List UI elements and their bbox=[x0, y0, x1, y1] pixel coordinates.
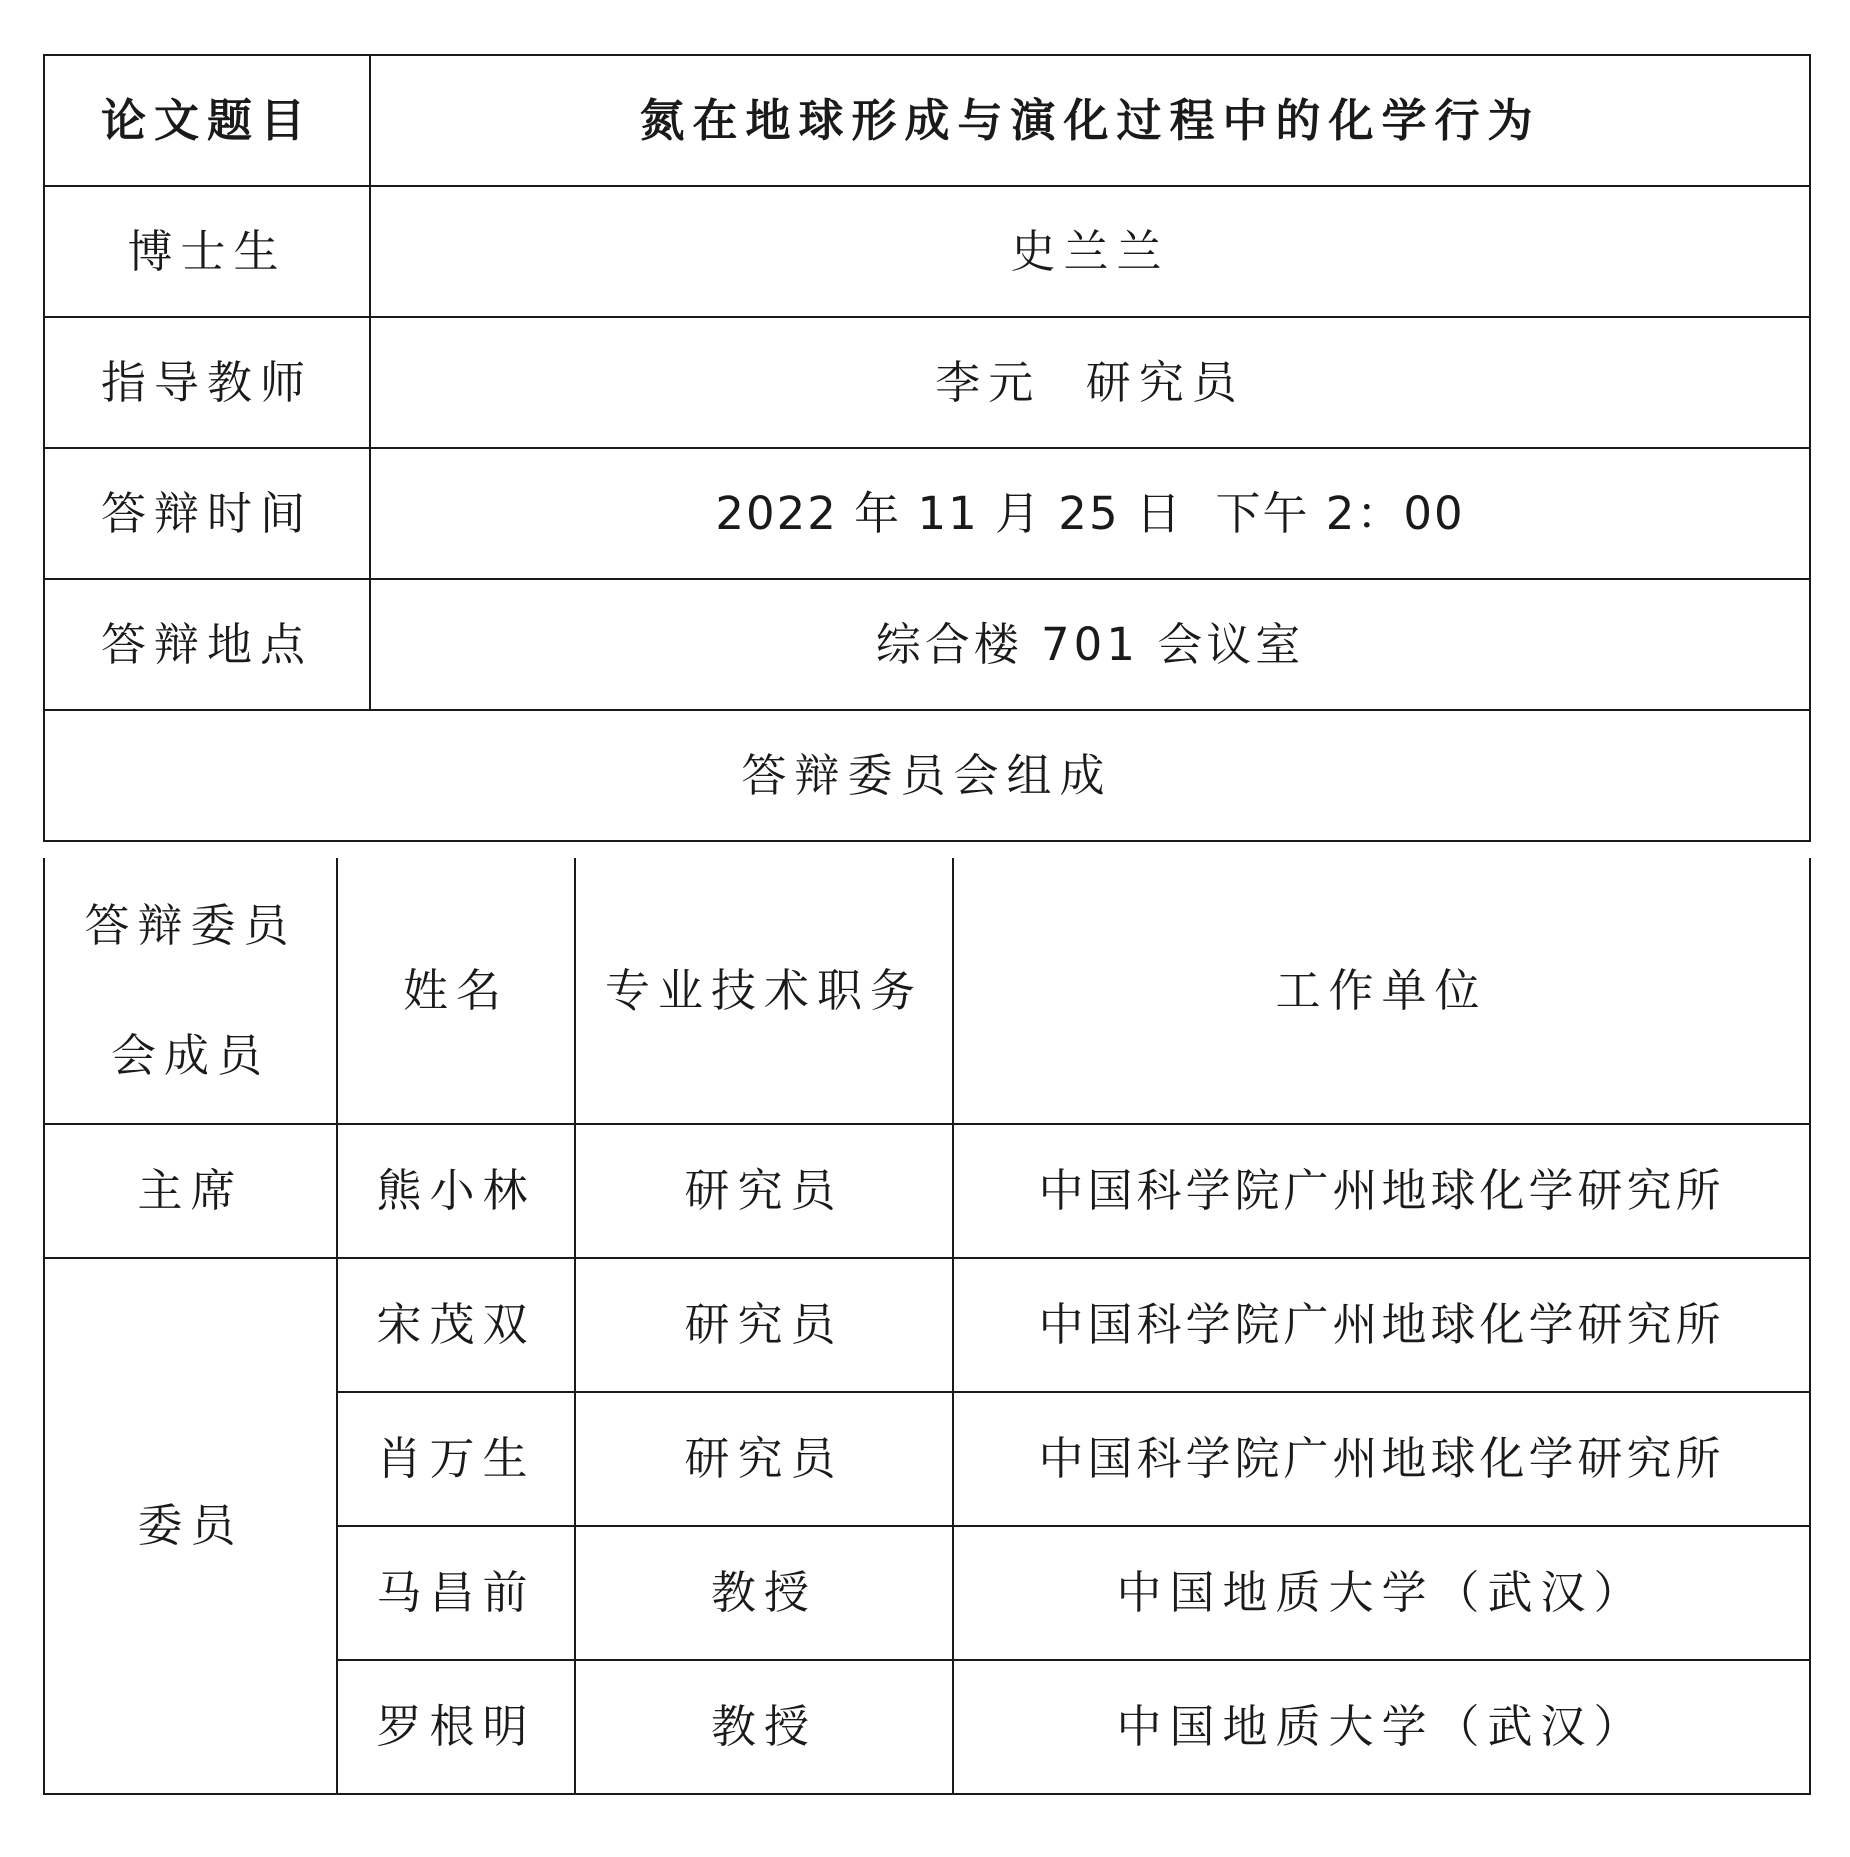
member-header-line1: 答辩委员 bbox=[84, 898, 297, 952]
member-affiliation: 中国地质大学（武汉） bbox=[953, 1526, 1810, 1660]
defense-time-value: 2022 年 11 月 25 日 下午 2：00 bbox=[370, 448, 1810, 579]
members-role: 委员 bbox=[44, 1258, 337, 1794]
member-name: 宋茂双 bbox=[337, 1258, 575, 1392]
thesis-title-label: 论文题目 bbox=[44, 55, 370, 186]
defense-place-label: 答辩地点 bbox=[44, 579, 370, 710]
chair-affiliation: 中国科学院广州地球化学研究所 bbox=[953, 1124, 1810, 1258]
defense-place-value: 综合楼 701 会议室 bbox=[370, 579, 1810, 710]
student-value: 史兰兰 bbox=[370, 186, 1810, 317]
member-title: 研究员 bbox=[575, 1258, 953, 1392]
member-affiliation: 中国科学院广州地球化学研究所 bbox=[953, 1258, 1810, 1392]
member-name: 肖万生 bbox=[337, 1392, 575, 1526]
student-row bbox=[44, 186, 1810, 317]
committee-header-row bbox=[44, 858, 1810, 1124]
member-title: 研究员 bbox=[575, 1392, 953, 1526]
advisor-label: 指导教师 bbox=[44, 317, 370, 448]
chair-role: 主席 bbox=[44, 1124, 337, 1258]
thesis-title-value: 氮在地球形成与演化过程中的化学行为 bbox=[370, 55, 1810, 186]
chair-title: 研究员 bbox=[575, 1124, 953, 1258]
chair-row bbox=[44, 1124, 1810, 1258]
defense-time-label: 答辩时间 bbox=[44, 448, 370, 579]
advisor-row bbox=[44, 317, 1810, 448]
table-row bbox=[44, 1258, 1810, 1392]
member-name: 罗根明 bbox=[337, 1660, 575, 1794]
member-title: 教授 bbox=[575, 1526, 953, 1660]
title-column-header: 专业技术职务 bbox=[575, 858, 953, 1124]
member-affiliation: 中国科学院广州地球化学研究所 bbox=[953, 1392, 1810, 1526]
affiliation-column-header: 工作单位 bbox=[953, 858, 1810, 1124]
member-name: 马昌前 bbox=[337, 1526, 575, 1660]
committee-table bbox=[43, 858, 1811, 1795]
member-affiliation: 中国地质大学（武汉） bbox=[953, 1660, 1810, 1794]
committee-heading-row bbox=[44, 710, 1810, 841]
chair-name: 熊小林 bbox=[337, 1124, 575, 1258]
student-label: 博士生 bbox=[44, 186, 370, 317]
defense-place-row bbox=[44, 579, 1810, 710]
member-header-line2: 会成员 bbox=[110, 1028, 270, 1082]
member-column-header bbox=[44, 858, 337, 1124]
defense-time-row bbox=[44, 448, 1810, 579]
thesis-title-row bbox=[44, 55, 1810, 186]
name-column-header: 姓名 bbox=[337, 858, 575, 1124]
member-title: 教授 bbox=[575, 1660, 953, 1794]
committee-heading: 答辩委员会组成 bbox=[44, 710, 1810, 841]
defense-info-table bbox=[43, 54, 1811, 842]
advisor-value: 李元 研究员 bbox=[370, 317, 1810, 448]
defense-info-sheet bbox=[43, 54, 1809, 1794]
